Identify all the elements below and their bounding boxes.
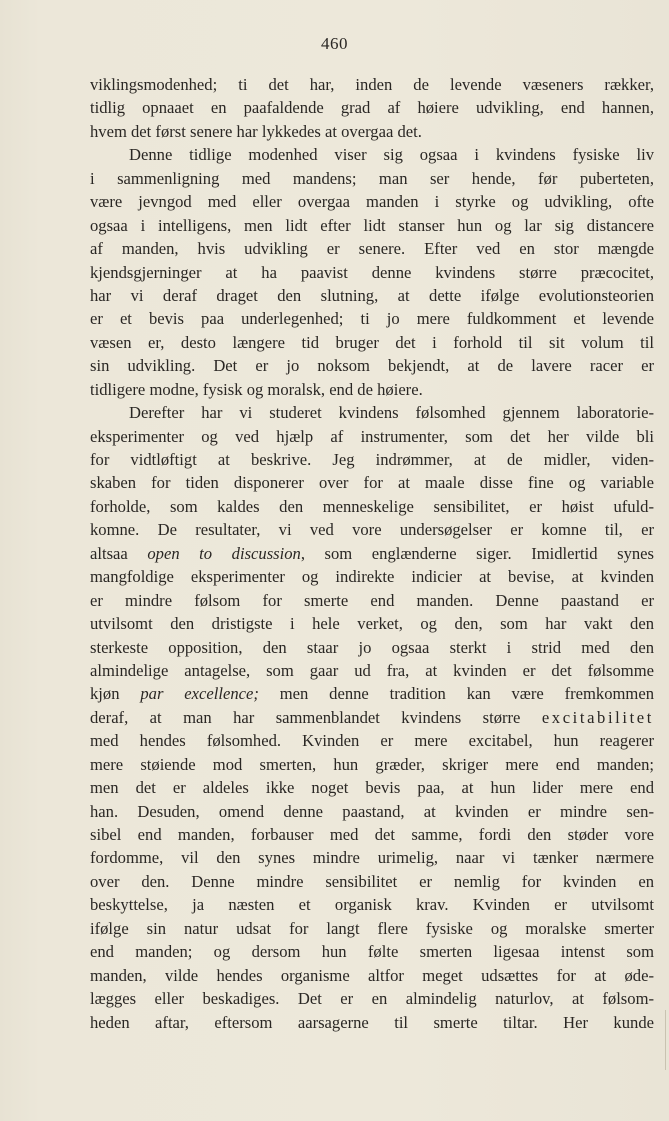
text-line: mere støiende mod smerten, hun græder, skriger mere end manden; [90,754,654,774]
text-line: tidlig opnaaet en paafaldende grad af høiere udvikling, end hannen, [90,98,654,118]
text-line: end manden; og dersom hun følte smerten ligesaa intenst som [90,942,654,962]
text-run: altsaa [90,543,128,563]
text-line: er et bevis paa underlegenhed; ti jo mere fuldkomment et levende [90,309,654,329]
text-line: Derefter har vi studeret kvindens følsomhed gjennem laboratorie- [129,403,654,423]
text-line: hvem det først senere har lykkedes at overgaa det. [90,121,422,141]
text-line: beskyttelse, ja næsten et organisk krav. Kvinden er utvilsomt [90,895,654,915]
text-line: sterkeste opposition, den staar jo ogsaa sterkt i strid med den [90,637,654,657]
text-line: lægges eller beskadiges. Det er en almindelig naturlov, at følsom- [90,989,654,1009]
text-line: af manden, hvis udvikling er senere. Efter ved en stor mængde [90,239,654,259]
text-line: utvilsomt den dristigste i hele verket, og den, som har vakt den [90,614,654,634]
text-line: med hendes følsomhed. Kvinden er mere excitabel, hun reagerer [90,731,654,751]
text-run: , som englænderne siger. Imidlertid synes [300,543,654,563]
text-run: kjøn [90,684,120,704]
text-line: skaben for tiden disponerer over for at maale disse fine og variable [90,473,654,493]
text-line: han. Desuden, omend denne paastand, at kvinden er mindre sen- [90,801,654,821]
text-line: komne. De resultater, vi ved vore undersøgelser er komne til, er [90,520,654,540]
text-line: fordomme, vil den synes mindre urimelig, naar vi tænker nærmere [90,848,654,868]
text-line: i sammenligning med mandens; man ser hende, før puberteten, [90,168,654,188]
text-line: viklingsmodenhed; ti det har, inden de levende væseners rækker, [90,75,654,94]
text-line: mangfoldige eksperimenter og indirekte indicier at bevise, at kvinden [90,567,654,587]
text-line [90,682,654,705]
text-line: er mindre følsom for smerte end manden. Denne paastand er [90,590,654,610]
body-text [90,73,654,1034]
text-line: almindelige antagelse, som gaar ud fra, at kvinden er det følsomme [90,660,654,680]
text-run: deraf, at man har sammenblandet kvindens større [90,707,521,727]
text-line: har vi deraf draget den slutning, at dette ifølge evolutionsteorien [90,285,654,305]
spaced-word: excitabilitet [541,707,654,727]
text-line: forholde, som kaldes den menneskelige sensibilitet, er høist ufuld- [90,496,654,516]
text-line: ogsaa i intelligens, men lidt efter lidt stanser hun og lar sig distancere [90,215,654,235]
text-line: ifølge sin natur udsat for langt flere fysiske og moralske smerter [90,918,654,938]
text-line: men det er aldeles ikke noget bevis paa, at hun lider mere end [90,778,654,798]
text-line: tidligere modne, fysisk og moralsk, end de høiere. [90,379,423,399]
text-line: for vidtløftigt at beskrive. Jeg indrømmer, at de midler, viden- [90,450,654,469]
text-line: eksperimenter og ved hjælp af instrumenter, som det her vilde bli [90,426,654,446]
text-line: sin udvikling. Det er jo noksom bekjendt, at de lavere racer er [90,356,654,376]
text-line: sibel end manden, forbauser med det samme, fordi den støder vore [90,825,654,844]
italic-phrase: par excellence; [140,684,259,704]
page-edge-shadow [665,1010,666,1070]
text-run: men denne tradition kan være fremkommen [279,684,654,704]
text-line: manden, vilde hendes organisme altfor meget udsættes for at øde- [90,965,654,985]
text-line: kjendsgjerninger at ha paavist denne kvindens større præcocitet, [90,262,654,282]
text-line [90,542,654,565]
italic-phrase: open to discussion [147,543,301,563]
text-line: Denne tidlige modenhed viser sig ogsaa i kvindens fysiske liv [129,145,654,165]
page-number: 460 [321,34,348,53]
text-line: over den. Denne mindre sensibilitet er nemlig for kvinden en [90,871,654,891]
text-line: heden aftar, eftersom aarsagerne til smerte tiltar. Her kunde [90,1012,654,1032]
text-line [90,706,654,729]
text-line: være jevngod med eller overgaa manden i styrke og udvikling, ofte [90,192,654,212]
text-line: væsen er, desto længere tid bruger det i forhold til sit volum til [90,332,654,352]
